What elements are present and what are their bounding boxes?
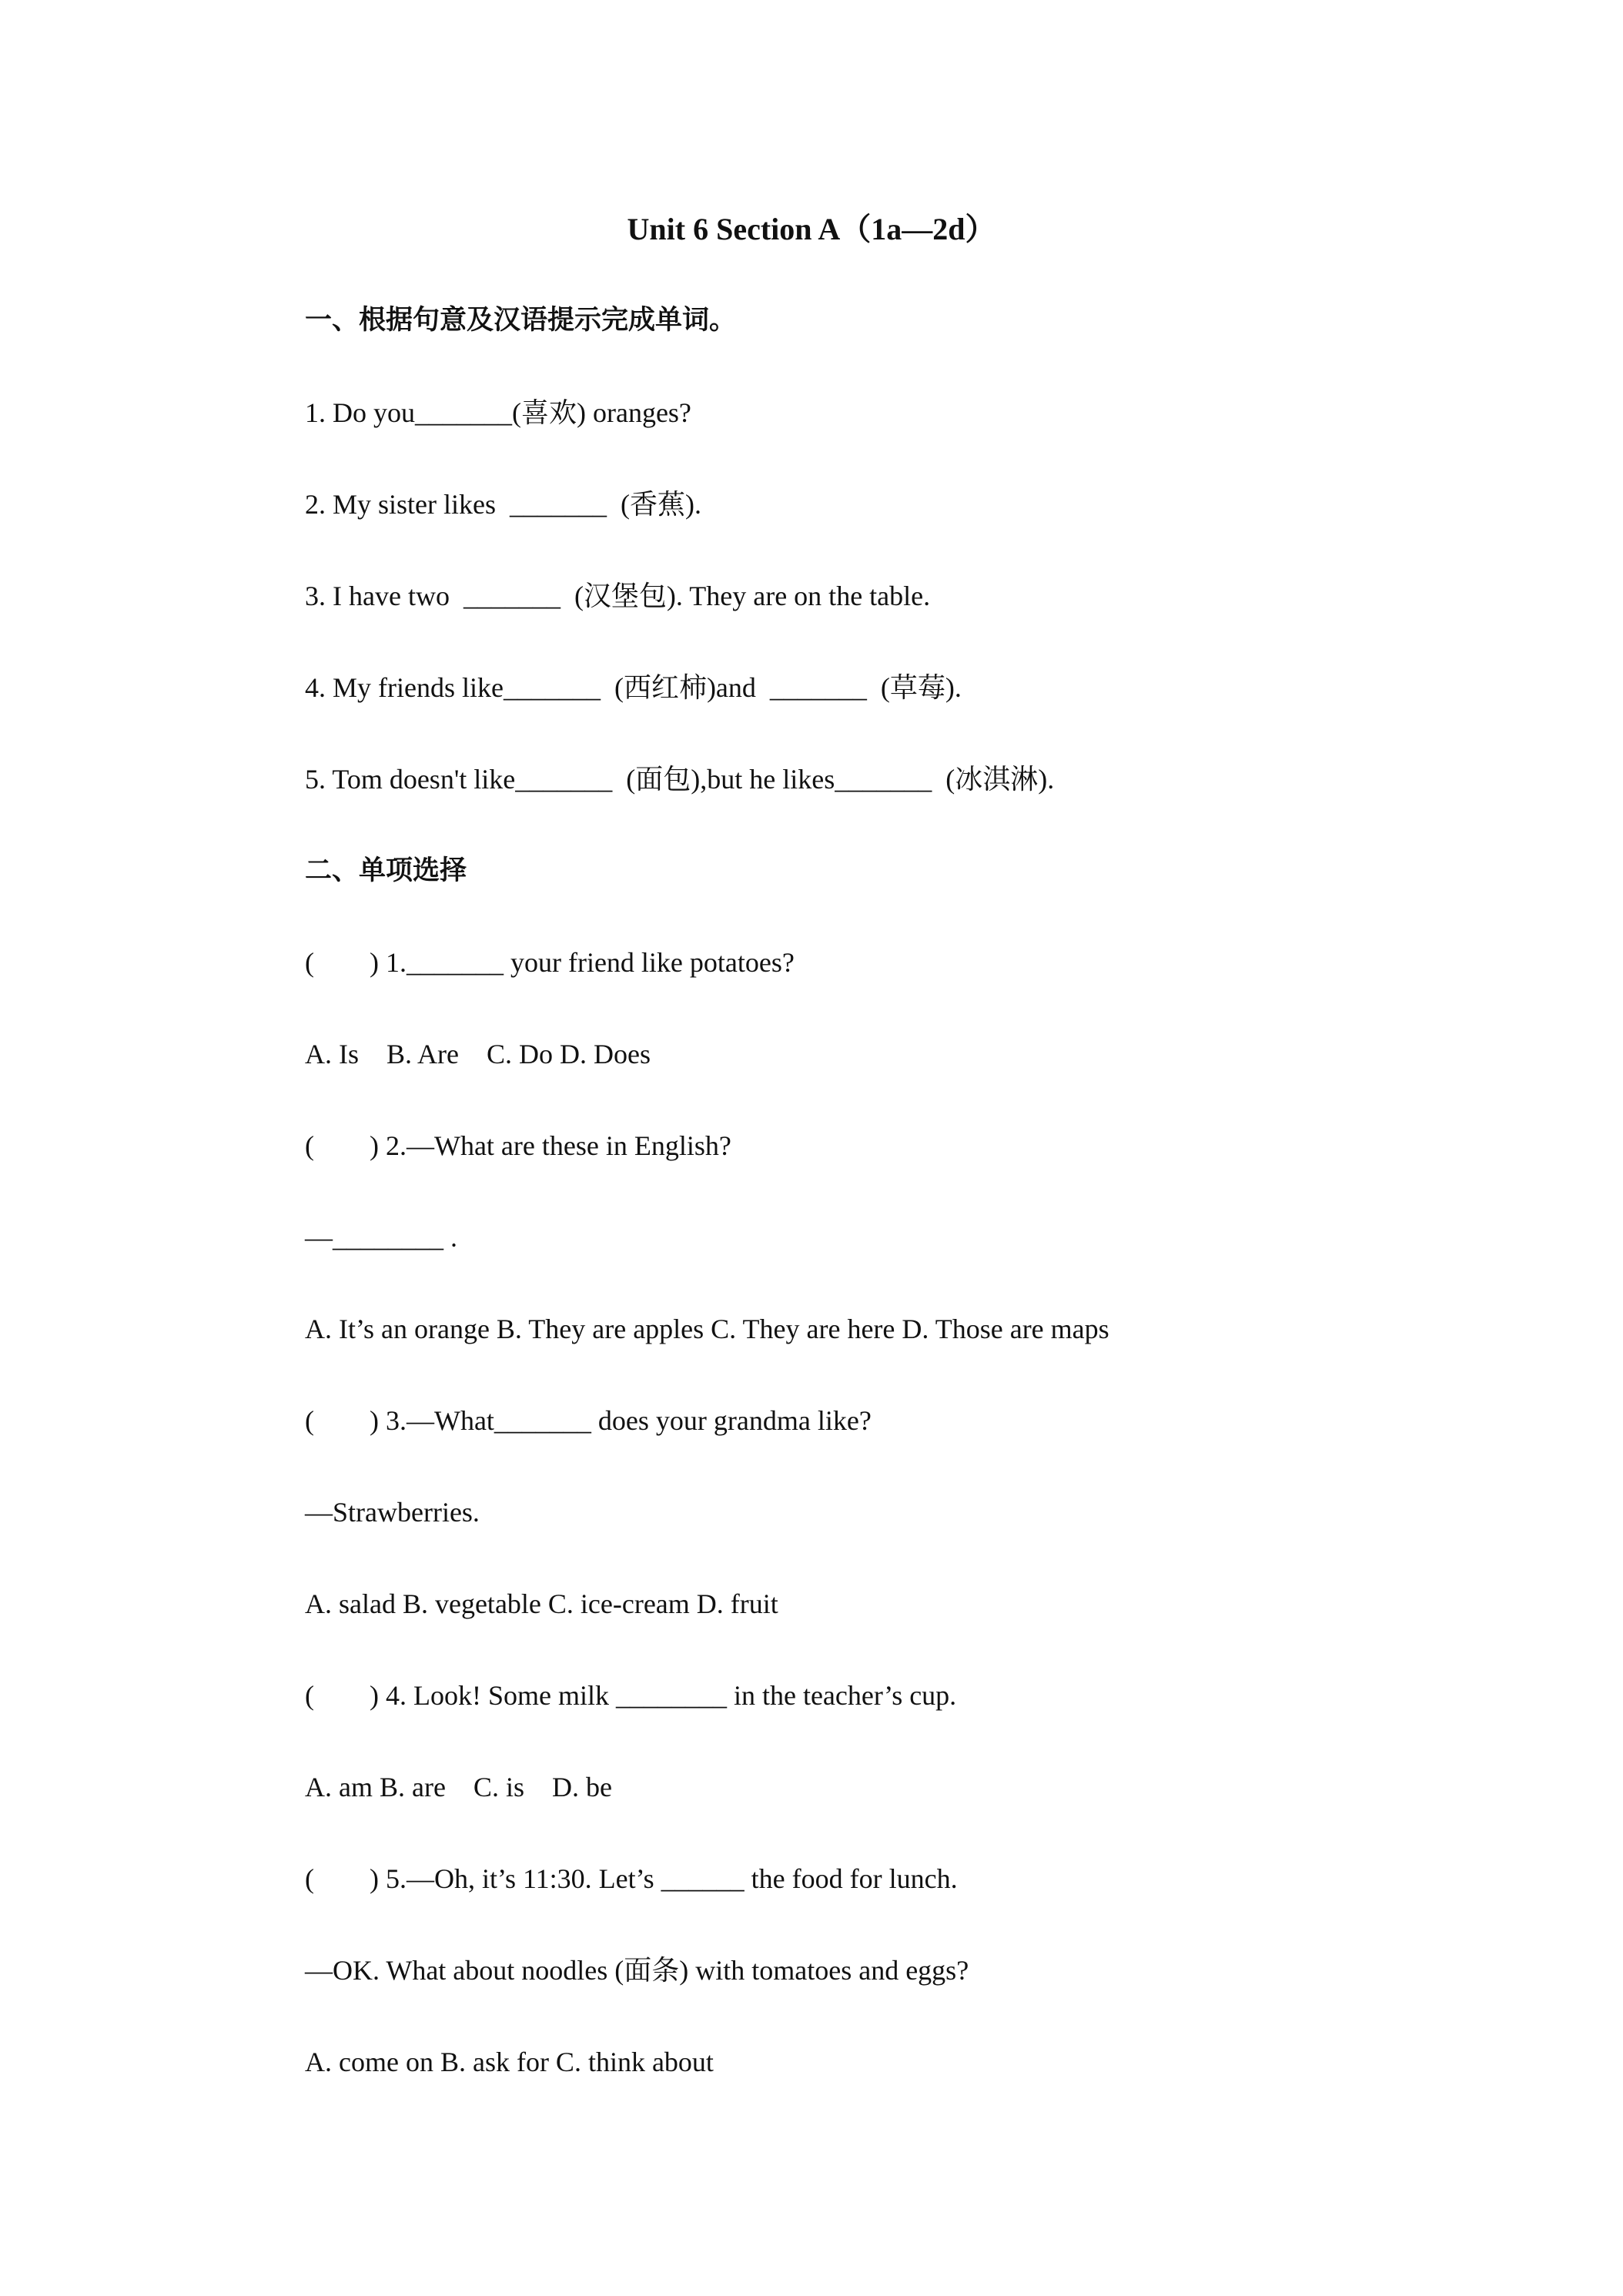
- choice-options-3: A. salad B. vegetable C. ice-cream D. fruit: [305, 1588, 778, 1619]
- choice-options-2: A. It’s an orange B. They are apples C. They are here D. Those are maps: [305, 1314, 1109, 1344]
- choice-question-4: ( ) 4. Look! Some milk ________ in the teacher’s cup.: [305, 1680, 957, 1711]
- choice-options-4: A. am B. are C. is D. be: [305, 1772, 612, 1802]
- page-title: Unit 6 Section A（1a—2d）: [627, 212, 996, 246]
- choice-options-5: A. come on B. ask for C. think about: [305, 2047, 714, 2077]
- choice-question-1: ( ) 1._______ your friend like potatoes?: [305, 947, 795, 978]
- choice-options-1: A. Is B. Are C. Do D. Does: [305, 1039, 651, 1069]
- fill-in-question-3: 3. I have two _______ (汉堡包). They are on the table.: [305, 581, 931, 611]
- fill-in-question-5: 5. Tom doesn't like_______ (面包),but he likes_______ (冰淇淋).: [305, 764, 1055, 795]
- fill-in-question-1: 1. Do you_______(喜欢) oranges?: [305, 397, 691, 428]
- section-1-heading: 一、根据句意及汉语提示完成单词。: [305, 305, 737, 336]
- choice-question-2: ( ) 2.—What are these in English?: [305, 1130, 731, 1161]
- fill-in-question-2: 2. My sister likes _______ (香蕉).: [305, 489, 701, 520]
- section-2-heading: 二、单项选择: [305, 855, 467, 886]
- choice-question-3-reply: —Strawberries.: [305, 1497, 480, 1528]
- choice-question-5: ( ) 5.—Oh, it’s 11:30. Let’s ______ the food for lunch.: [305, 1863, 958, 1894]
- choice-question-5-reply: —OK. What about noodles (面条) with tomatoes and eggs?: [305, 1955, 969, 1986]
- choice-question-3: ( ) 3.—What_______ does your grandma like?: [305, 1405, 872, 1436]
- choice-question-2-answer-line: —________ .: [305, 1222, 457, 1253]
- fill-in-question-4: 4. My friends like_______ (西红柿)and _______ (草莓).: [305, 672, 962, 703]
